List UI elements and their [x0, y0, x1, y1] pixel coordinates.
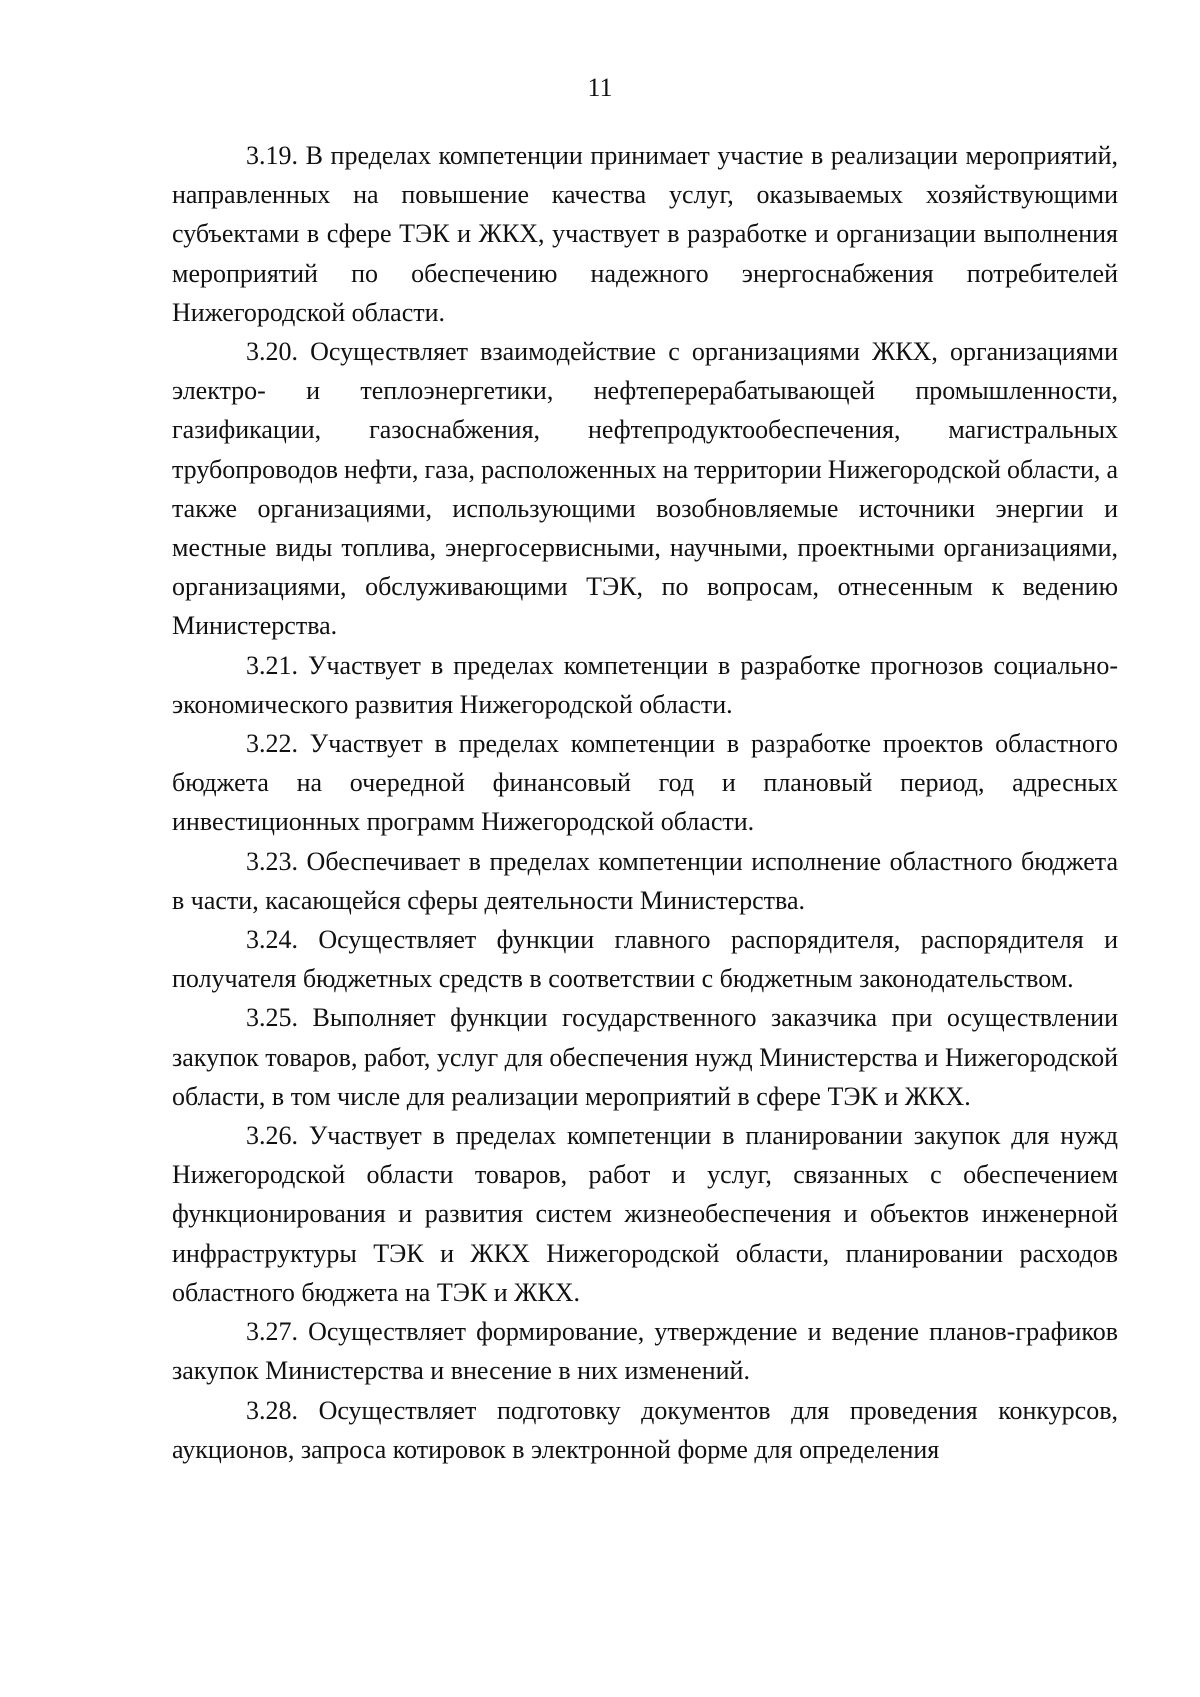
paragraph-3-26: 3.26. Участвует в пределах компетенции в планировании закупок для нужд Нижегородской области товаров, работ и услуг, связанных с обеспечением функционирования и развития систем жизнеобеспечения и объектов инженерной инфраструктуры ТЭК и ЖКХ Нижегородской области, планировании расходов областного бюджета на ТЭК и ЖКХ. [172, 1121, 1118, 1307]
paragraph-3-20: 3.20. Осуществляет взаимодействие с организациями ЖКХ, организациями электро- и теплоэнергетики, нефтеперерабатывающей промышленности, газификации, газоснабжения, нефтепродуктообеспечения, магистральных трубопроводов нефти, газа, расположенных на территории Нижегородской области, а также организациями, использующими возобновляемые источники энергии и местные виды топлива, энергосервисными, научными, проектными организациями, организациями, обслуживающими ТЭК, по вопросам, отнесенным к ведению Министерства. [172, 337, 1118, 641]
paragraph-3-21: 3.21. Участвует в пределах компетенции в разработке прогнозов социально-экономического развития Нижегородской области. [172, 650, 1118, 719]
paragraph-3-28: 3.28. Осуществляет подготовку документов для проведения конкурсов, аукционов, запроса котировок в электронной форме для определения [172, 1395, 1118, 1464]
paragraph-3-23: 3.23. Обеспечивает в пределах компетенции исполнение областного бюджета в части, касающейся сферы деятельности Министерства. [172, 846, 1118, 915]
page-number: 11 [587, 73, 613, 102]
paragraph-3-25: 3.25. Выполняет функции государственного заказчика при осуществлении закупок товаров, работ, услуг для обеспечения нужд Министерства и Нижегородской области, в том числе для реализации мероприятий в сфере ТЭК и ЖКХ. [172, 1003, 1118, 1111]
paragraph-3-22: 3.22. Участвует в пределах компетенции в разработке проектов областного бюджета на очередной финансовый год и плановый период, адресных инвестиционных программ Нижегородской области. [172, 729, 1118, 837]
paragraph-3-24: 3.24. Осуществляет функции главного распорядителя, распорядителя и получателя бюджетных средств в соответствии с бюджетным законодательством. [172, 925, 1118, 994]
document-body [172, 136, 1118, 1469]
paragraph-3-27: 3.27. Осуществляет формирование, утверждение и ведение планов-графиков закупок Министерства и внесение в них изменений. [172, 1317, 1118, 1386]
paragraph-3-19: 3.19. В пределах компетенции принимает участие в реализации мероприятий, направленных на повышение качества услуг, оказываемых хозяйствующими субъектами в сфере ТЭК и ЖКХ, участвует в разработке и организации выполнения мероприятий по обеспечению надежного энергоснабжения потребителей Нижегородской области. [172, 141, 1118, 327]
